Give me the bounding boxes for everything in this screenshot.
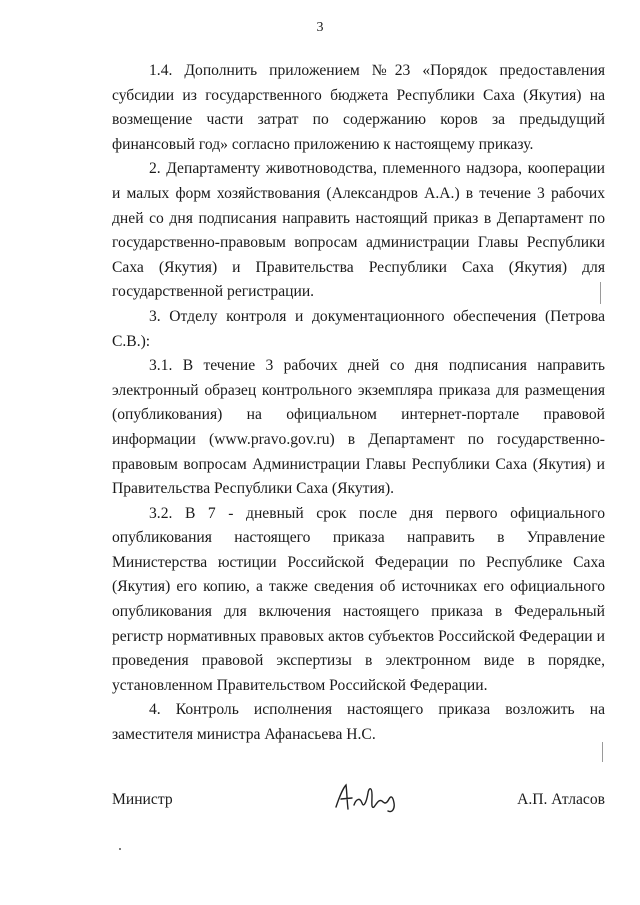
signatory-title: Министр — [112, 791, 173, 808]
paragraph-3: 3. Отделу контроля и документационного обеспечения (Петрова С.В.): — [112, 307, 605, 350]
scan-artifact-mark — [602, 742, 603, 762]
paragraph-1-4: 1.4. Дополнить приложением №23 «Порядок предоставления субсидии из государственного бюджета Республики Саха (Якутия) на возмещение части затрат по содержанию коров за предыдущий финансовый год» согласно приложению к настоящему приказу. — [112, 62, 605, 153]
scan-artifact-speck — [119, 848, 121, 850]
paragraph-3-1: 3.1. В течение 3 рабочих дней со дня подписания направить электронный образец контрольного экземпляра приказа для размещения (опубликования) на официальном интернет-портале правовой информации (www.pravo.gov.ru) в Департамент по государственно-правовым вопросам Администрации Главы Республики Саха (Якутия) и Правительства Республики Саха (Якутия). — [112, 357, 605, 498]
page-number: 3 — [316, 20, 324, 35]
signature-block — [112, 791, 605, 821]
paragraph-4: 4. Контроль исполнения настоящего приказа возложить на заместителя министра Афанасьева Н.С. — [112, 701, 605, 744]
handwritten-signature — [332, 781, 402, 815]
paragraph-3-2: 3.2. В 7 - дневный срок после дня первого официального опубликования настоящего приказа направить в Управление Министерства юстиции Российской Федерации по Республике Саха (Якутия) его копию, а также сведения об источниках его официального опубликования для включения настоящего приказа в Федеральный регистр нормативных правовых актов субъектов Российской Федерации и проведения правовой экспертизы в электронном виде в порядке, установленном Правительством Российской Федерации. — [112, 504, 605, 694]
scan-artifact-mark — [600, 282, 601, 304]
paragraph-2: 2. Департаменту животноводства, племенного надзора, кооперации и малых форм хозяйствования (Александров А.А.) в течение 3 рабочих дней со дня подписания направить настоящий приказ в Департамент по государственно-правовым вопросам администрации Главы Республики Саха (Якутия) и Правительства Республики Саха (Якутия) для государственной регистрации. — [112, 160, 605, 301]
signatory-name: А.П. Атласов — [517, 791, 605, 808]
document-body — [112, 59, 605, 748]
